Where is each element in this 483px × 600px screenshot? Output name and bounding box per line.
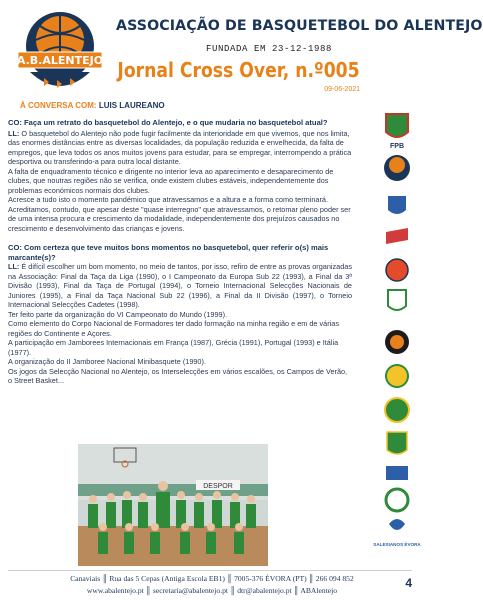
answer-2-p4: A participação em Jamborees Internacionais em França (1987), Grécia (1991), Portugal (1993) e Itália (1977). [8,338,339,357]
photo-banner-text: DESPOR [203,483,233,490]
club-logo-9 [386,489,408,511]
club-logo-8 [386,466,408,480]
partner-logos-sidebar [374,110,420,565]
founded-date: FUNDADA EM 23-12-1988 [205,44,332,54]
answer-1-p3: Acresce a tudo isto o momento pandémico que atravessamos e a altura e a forma como terminará. [8,195,329,204]
club-logo-7 [387,432,407,454]
issue-date: 09-06-2021 [324,86,360,93]
interview-label: À CONVERSA COM: [20,101,97,110]
fpb-logo-text: FPB [390,143,404,150]
interview-heading [20,101,165,110]
answer-2-p2: Ter feito parte da organização do VI Campeonato do Mundo (1999). [8,309,228,319]
answer-1-lead: LL: [8,128,20,138]
club-logo-2 [386,259,408,281]
club-logo-5 [386,365,408,387]
logo-text: A.B.ALENTEJO [16,54,104,67]
article-body [8,118,352,386]
footer-contacts: www.abalentejo.pt ║ secretaria@abalentejo.pt ║ dtr@abalentejo.pt ║ ABAlentejo [86,586,338,595]
fpb-logo [386,114,408,137]
ab-alentejo-logo [10,8,110,100]
footer-divider [8,570,412,571]
answer-2-p5: A organização do II Jamboree Nacional Minibasquete (1990). [8,357,206,366]
answer-1-p1: LL: O basquetebol do Alentejo não pode fugir facilmente da interioridade em que vivemos, que nos limita, das enormes distâncias entre as diversas localidades, da população reduzida e envelhecida, da falta de empregos, que leva todos os anos muitos jovens para estudar, para se empregar, interrompendo a prática desportiva ou transferindo-a para outra local distante. [8,128,352,166]
answer-1-p4: Acreditamos, contudo, que apesar deste "quase interregno" que atravessamos, o retomar pleno poder ser de uma intensa procura e crescimento da modalidade, independentemente dos prejuízos causados no crescimento e desenvolvimento das crianças e jovens. [8,204,351,233]
answer-2-p3: Como elemento do Corpo Nacional de Formadores ter dado formação na minha região e em de várias regiões do Continente e Açores. [8,319,339,338]
org-name: ASSOCIAÇÃO DE BASQUETEBOL DO ALENTEJO [116,18,483,34]
answer-2-p1: LL: É difícil escolher um bom momento, no meio de tantos, por isso, refiro de entre as provas organizadas na Associação: Final da Taça da Liga (1990), o I Campeonato da Europa Sub 22 (1993), a Final da 3ª Divisão (1993), Final da Taça de Portugal (1994), o Torneio Internacional Selecções Nacionais de Juniores (1995), a Final da Taça Nacional Sub 22 (1996), a Final da II Divisão (1997), o Torneio Internacional Selecções Cadetes (1998). [8,262,352,309]
answer-1-p2: A falta de enquadramento técnico e dirigente no interior leva ao aparecimento e desaparecimento de clubes, que noutras regiões não se verifica, onde existem clubes estáveis, independentemente dos problemas económicos normais dos clubes. [8,166,334,195]
salesianos-logo-text: SALESIANOS ÉVORA [373,542,421,547]
club-logo-1 [386,228,408,244]
team-photo [78,444,268,566]
footer-address: Canaviais ║ Rua das 5 Cepas (Antiga Escola EB1) ║ 7005-376 ÉVORA (PT) ║ 266 094 852 [70,574,354,583]
question-2: CO: Com certeza que teve muitos bons momentos no basquetebol, quer referir o(s) mais marcante(s)? [8,243,329,262]
municipality-logo [388,196,406,214]
page-number: 4 [405,576,412,590]
club-logo-6 [385,398,409,422]
interviewee-name: LUIS LAUREANO [98,101,165,110]
answer-2-p6: Os jogos da Selecção Nacional no Alentejo, os Interselecções em vários escalões, os Campos de Verão, o Street Basket... [8,366,348,385]
salesianos-logo [389,519,405,530]
answer-2-lead: LL: [8,262,20,271]
question-1: CO: Faça um retrato do basquetebol do Alentejo, e o que mudaria no basquetebol atual? [8,118,328,127]
club-logo-3 [388,290,406,310]
journal-title: Jornal Cross Over, n.º005 [117,58,360,82]
